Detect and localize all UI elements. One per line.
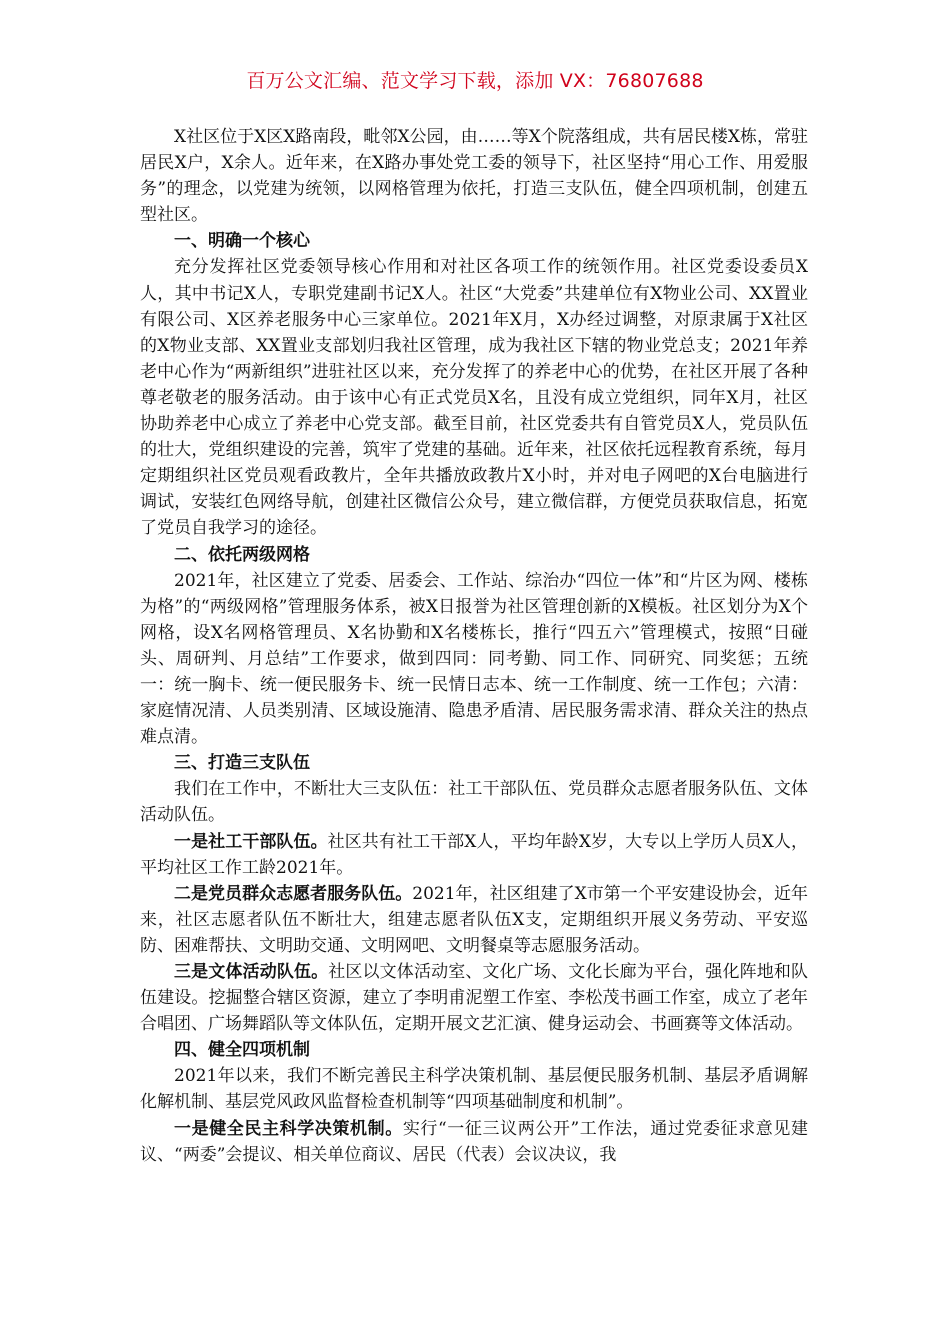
item-text: 社区共有社工干部X人，平均年龄X岁，大专以上学历人员X人，平均社区工作工龄2021年。 xyxy=(140,831,808,878)
section-heading: 一、明确一个核心 xyxy=(174,231,310,252)
item-lead: 三是文体活动队伍。 xyxy=(174,962,329,982)
section-heading: 三、打造三支队伍 xyxy=(174,753,310,774)
body-paragraph: 我们在工作中，不断壮大三支队伍：社工干部队伍、党员群众志愿者服务队伍、文体活动队伍。 xyxy=(140,779,808,826)
body-paragraph: 充分发挥社区党委领导核心作用和对社区各项工作的统领作用。社区党委设委员X人，其中书记X人，专职党建副书记X人。社区“大党委”共建单位有X物业公司、XX置业有限公司、X区养老服务中心三家单位。2021年X月，X办经过调整，对原隶属于X社区的X物业支部、XX置业支部划归我社区管理，成为我社区下辖的物业党总支；2021年养老中心作为“两新组织”进驻社区以来，充分发挥了的养老中心的优势，在社区开展了各种尊老敬老的服务活动。由于该中心有正式党员X名，且没有成立党组织，同年X月，社区协助养老中心成立了养老中心党支部。截至目前，社区党委共有自管党员X人，党员队伍的壮大，党组织建设的完善，筑牢了党建的基础。近年来，社区依托远程教育系统，每月定期组织社区党员观看政教片，全年共播放政教片X小时，并对电子网吧的X台电脑进行调试，安装红色网络导航，创建社区微信公众号，建立微信群，方便党员获取信息，拓宽了党员自我学习的途径。 xyxy=(140,257,808,539)
list-item xyxy=(140,829,808,881)
item-lead: 二是党员群众志愿者服务队伍。 xyxy=(174,883,413,904)
item-text: 实行“一征三议两公开”工作法，通过党委征求意见建议、“两委”会提议、相关单位商议、居民（代表）会议决议，我 xyxy=(140,1118,808,1165)
list-item xyxy=(140,959,808,1037)
item-lead: 一是社工干部队伍。 xyxy=(174,831,328,852)
section-heading: 二、依托两级网格 xyxy=(174,544,310,565)
intro-paragraph: X社区位于X区X路南段，毗邻X公园，由……等X个院落组成，共有居民楼X栋，常驻居民X户，X余人。近年来，在X路办事处党工委的领导下，社区坚持“用心工作、用爱服务”的理念，以党建为统领，以网格管理为依托，打造三支队伍，健全四项机制，创建五型社区。 xyxy=(140,127,808,226)
body-paragraph: 2021年以来，我们不断完善民主科学决策机制、基层便民服务机制、基层矛盾调解化解机制、基层党风政风监督检查机制等“四项基础制度和机制”。 xyxy=(140,1066,808,1113)
item-lead: 一是健全民主科学决策机制。 xyxy=(174,1118,403,1139)
body-paragraph: 2021年，社区建立了党委、居委会、工作站、综治办“四位一体”和“片区为网、楼栋为格”的“两级网格”管理服务体系，被X日报誉为社区管理创新的X模板。社区划分为X个网格，设X名网格管理员、X名协勤和X名楼栋长，推行“四五六”管理模式，按照“日碰头、周研判、月总结”工作要求，做到四同：同考勤、同工作、同研究、同奖惩；五统一：统一胸卡、统一便民服务卡、统一民情日志本、统一工作制度、统一工作包；六清：家庭情况清、人员类别清、区域设施清、隐患矛盾清、居民服务需求清、群众关注的热点难点清。 xyxy=(140,570,808,748)
header-banner: 百万公文汇编、范文学习下载，添加 VX：76807688 xyxy=(246,70,704,92)
section-heading: 四、健全四项机制 xyxy=(174,1040,310,1061)
item-text: 社区以文体活动室、文化广场、文化长廊为平台，强化阵地和队伍建设。挖掘整合辖区资源，建立了李明甫泥塑工作室、李松茂书画工作室，成立了老年合唱团、广场舞蹈队等文体队伍，定期开展文艺汇演、健身运动会、书画赛等文体活动。 xyxy=(140,962,808,1035)
item-text: 2021年，社区组建了X市第一个平安建设协会，近年来，社区志愿者队伍不断壮大，组建志愿者队伍X支，定期组织开展义务劳动、平安巡防、困难帮扶、文明助交通、文明网吧、文明餐桌等志愿服务活动。 xyxy=(140,883,808,956)
list-item xyxy=(140,1116,808,1168)
list-item xyxy=(140,881,808,959)
document-body xyxy=(140,124,808,1168)
